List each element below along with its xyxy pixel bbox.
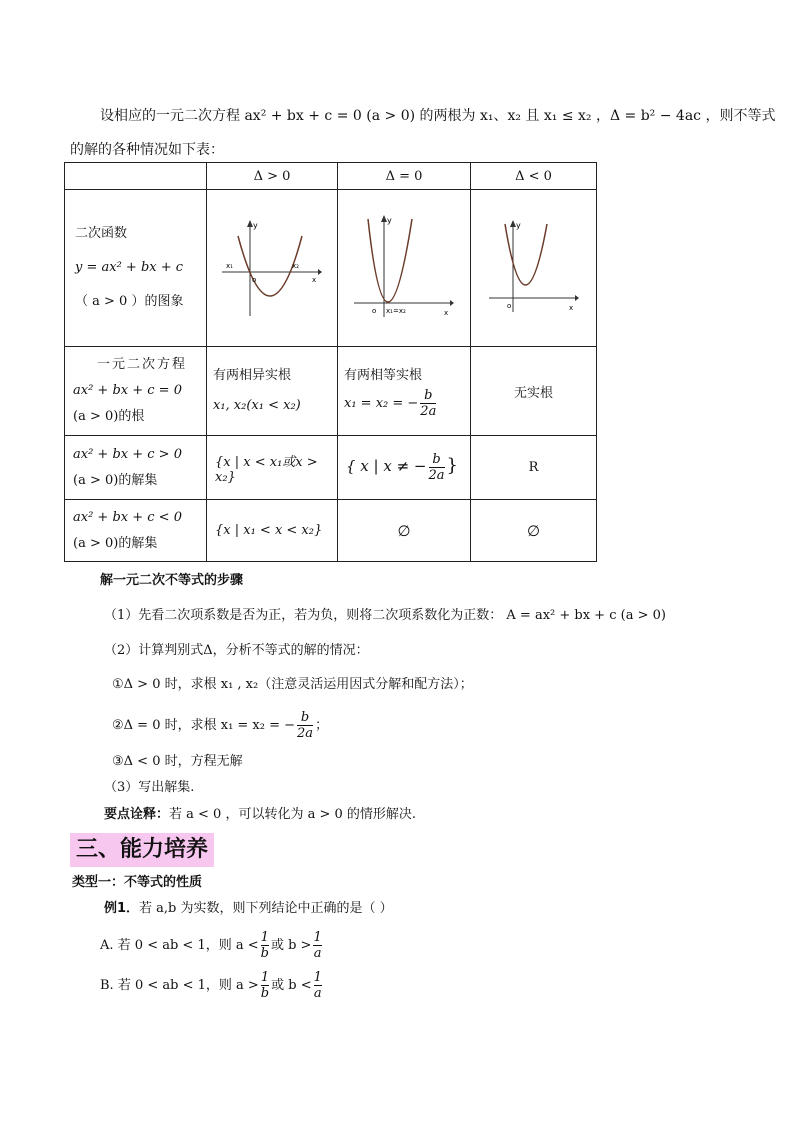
steps-title: 解一元二次不等式的步骤	[100, 573, 244, 588]
parabola-two-roots-graph	[222, 216, 322, 316]
g3-y-label: y	[515, 221, 521, 230]
key-note	[104, 806, 416, 824]
row-roots-label	[65, 347, 207, 436]
option-b	[100, 970, 324, 1001]
step-2c: ③Δ < 0 时，方程无解	[112, 754, 243, 769]
graph-cell-delta-neg	[471, 190, 597, 347]
header-empty	[65, 163, 207, 190]
lt-label-1: ax² + bx + c < 0	[73, 509, 182, 525]
graph-label-3: （ a > 0 ）的图象	[75, 294, 184, 309]
g2-x-label: x	[444, 309, 449, 317]
roots-label-2: ax² + bx + c = 0	[73, 383, 182, 398]
roots-cell-delta-neg: 无实根	[471, 347, 597, 436]
gt-frac-num: b	[432, 452, 441, 467]
roots-equal-text: 有两相等实根	[344, 367, 423, 383]
graph-label-2: y = ax² + bx + c	[75, 260, 184, 275]
step-2: （2）计算判别式Δ，分析不等式的解的情况：	[104, 643, 369, 658]
lt-cell-delta-neg: ∅	[471, 500, 597, 562]
graph-cell-delta-zero	[338, 190, 471, 347]
gt-frac-den: 2a	[428, 468, 445, 483]
step-2b-fraction	[297, 710, 313, 741]
g1-x1-label: x₁	[226, 262, 233, 270]
graph-label-1: 二次函数	[75, 226, 128, 241]
gt-cell-delta-neg: R	[471, 436, 597, 500]
gt-set-close: }	[446, 455, 458, 476]
g2-origin-label: o	[372, 307, 377, 315]
roots-cell-delta-pos	[207, 347, 338, 436]
option-b-frac-1-den: b	[260, 986, 270, 1001]
step-2b-den: 2a	[297, 726, 314, 741]
step-2b-end: ；	[315, 718, 329, 733]
example-text: 若 a,b 为实数，则下列结论中正确的是（ ）	[139, 901, 393, 916]
frac-den: 2a	[420, 403, 437, 419]
parabola-no-root-graph	[489, 216, 579, 316]
lt-cell-delta-pos: {x | x₁ < x < x₂}	[207, 500, 338, 562]
lt-label-2: (a > 0)的解集	[73, 535, 158, 551]
option-a-frac-2-num: 1	[313, 930, 322, 945]
gt-fraction	[429, 452, 445, 483]
row-lt-label	[65, 500, 207, 562]
g2-x12-label: x₁=x₂	[386, 307, 406, 315]
g2-y-label: y	[387, 216, 392, 225]
option-b-frac-1	[261, 970, 269, 1001]
gt-set-open: { x | x ≠ −	[346, 457, 427, 475]
step-2b-num: b	[300, 710, 310, 725]
roots-cell-delta-zero	[338, 347, 471, 436]
step-2a: ①Δ > 0 时，求根 x₁ , x₂（注意灵活运用因式分解和配方法）；	[112, 677, 473, 692]
option-a-frac-1	[261, 930, 269, 961]
option-a-frac-2	[313, 930, 321, 961]
g1-x-label: x	[312, 276, 317, 284]
option-b-mid: 或 b <	[271, 978, 312, 993]
option-b-text: B. 若 0 < ab < 1，则 a >	[100, 978, 259, 993]
row-gt-label	[65, 436, 207, 500]
option-b-frac-2	[314, 970, 322, 1001]
g3-origin-label: o	[506, 302, 511, 310]
option-a-frac-1-den: b	[260, 946, 269, 961]
roots-distinct-text: 有两相异实根	[213, 368, 292, 383]
example-label: 例1．	[104, 901, 140, 916]
step-2b	[112, 710, 328, 741]
roots-equal-fraction	[420, 388, 436, 419]
gt-label-2: (a > 0)的解集	[73, 472, 158, 488]
step-3: （3）写出解集.	[104, 780, 195, 795]
section-heading: 三、能力培养	[70, 833, 214, 867]
intro-line-1: 设相应的一元二次方程 ax² + bx + c = 0 (a > 0) 的两根为 x₁、x₂ 且 x₁ ≤ x₂ ，Δ = b² − 4ac ，则不等式	[100, 108, 776, 124]
header-delta-neg: Δ < 0	[471, 163, 597, 190]
option-a-frac-2-den: a	[313, 946, 322, 961]
gt-cell-delta-pos: {x | x < x₁或x > x₂}	[207, 436, 338, 500]
option-a-mid: 或 b >	[270, 938, 312, 953]
roots-label-1: 一元二次方程	[97, 357, 188, 372]
row-graph-label	[65, 190, 207, 347]
type-1-title: 类型一：不等式的性质	[72, 875, 203, 890]
step-1: （1）先看二次项系数是否为正，若为负，则将二次项系数化为正数： A = ax² + bx + c (a > 0)	[104, 608, 666, 623]
g3-x-label: x	[568, 304, 573, 312]
option-a-frac-1-num: 1	[260, 930, 269, 945]
lt-cell-delta-zero: ∅	[338, 500, 471, 562]
option-a	[100, 930, 324, 961]
header-delta-pos: Δ > 0	[207, 163, 338, 190]
key-note-text: 若 a < 0 ，可以转化为 a > 0 的情形解决.	[169, 807, 417, 822]
roots-label-3: (a > 0)的根	[73, 409, 145, 424]
parabola-double-root-graph	[354, 211, 454, 321]
frac-num: b	[424, 387, 433, 403]
option-b-frac-2-num: 1	[313, 970, 322, 985]
solution-table	[64, 162, 597, 562]
g1-x2-label: x₂	[292, 262, 299, 270]
g1-origin-label: o	[252, 276, 257, 284]
option-b-frac-2-den: a	[313, 986, 322, 1001]
graph-cell-delta-pos	[207, 190, 338, 347]
gt-cell-delta-zero	[338, 436, 471, 500]
option-a-text: A. 若 0 < ab < 1，则 a <	[100, 938, 259, 953]
example-1	[104, 900, 393, 918]
gt-label-1: ax² + bx + c > 0	[73, 446, 182, 462]
key-note-label: 要点诠释：	[104, 807, 170, 822]
g1-y-label: y	[253, 221, 258, 230]
step-2b-text: ②Δ = 0 时，求根 x₁ = x₂ = −	[112, 718, 296, 733]
intro-line-2: 的解的各种情况如下表：	[70, 142, 224, 158]
roots-equal-expr: x₁ = x₂ = −	[344, 395, 419, 411]
option-b-frac-1-num: 1	[260, 970, 270, 985]
header-delta-zero: Δ = 0	[338, 163, 471, 190]
roots-distinct-expr: x₁, x₂(x₁ < x₂)	[213, 398, 301, 413]
